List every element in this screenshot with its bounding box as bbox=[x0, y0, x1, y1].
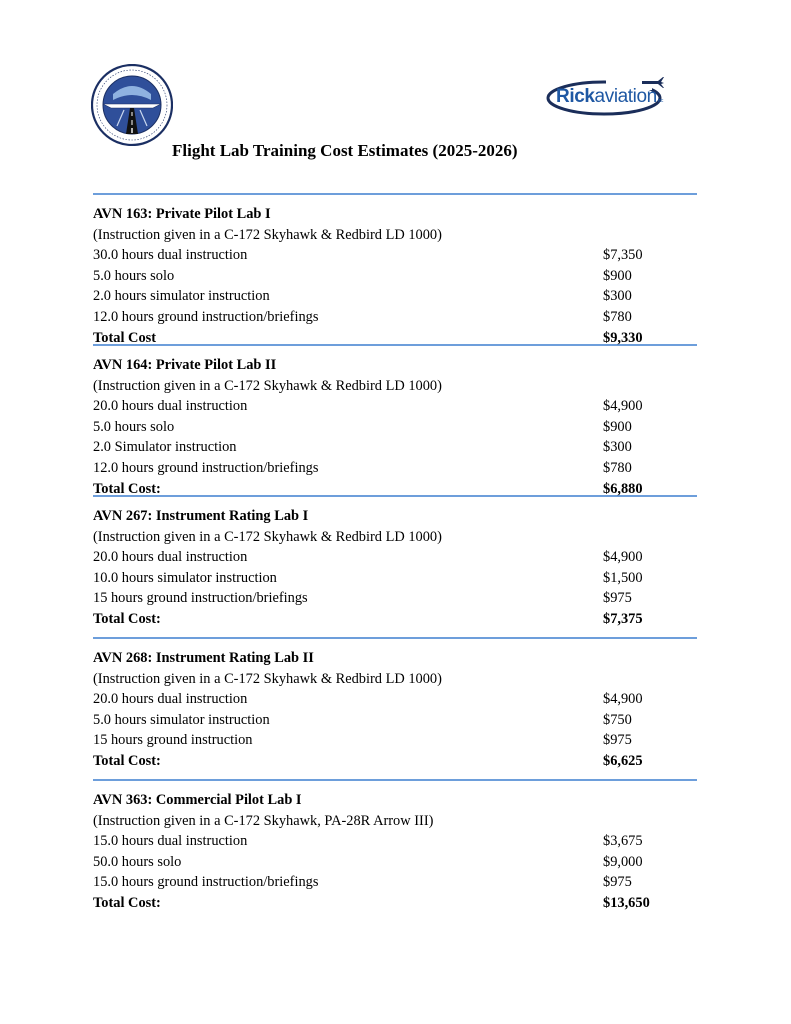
total-cost-row bbox=[93, 609, 697, 630]
logo-suffix: inc bbox=[657, 98, 664, 104]
line-item-description: 15.0 hours ground instruction/briefings bbox=[93, 874, 319, 891]
logo-brand: Rick bbox=[556, 86, 595, 107]
line-item-description: 2.0 Simulator instruction bbox=[93, 439, 237, 456]
course-section-avn268 bbox=[93, 637, 697, 779]
total-cost-label: Total Cost: bbox=[93, 894, 161, 911]
course-title: AVN 163: Private Pilot Lab I bbox=[93, 206, 271, 222]
total-cost-label: Total Cost: bbox=[93, 610, 161, 627]
cost-line-item bbox=[93, 286, 697, 307]
total-cost-value: $6,880 bbox=[603, 480, 643, 497]
cost-line-item bbox=[93, 458, 697, 479]
cost-line-item bbox=[93, 266, 697, 287]
line-item-description: 20.0 hours dual instruction bbox=[93, 398, 248, 415]
line-item-description: 2.0 hours simulator instruction bbox=[93, 288, 270, 305]
cost-line-item bbox=[93, 307, 697, 328]
line-item-amount: $900 bbox=[603, 267, 632, 284]
line-item-amount: $4,900 bbox=[603, 691, 643, 708]
line-item-amount: $900 bbox=[603, 418, 632, 435]
line-item-amount: $780 bbox=[603, 308, 632, 325]
total-cost-value: $9,330 bbox=[603, 329, 643, 346]
page-title: Flight Lab Training Cost Estimates (2025-2026) bbox=[172, 141, 518, 160]
total-cost-value: $6,625 bbox=[603, 752, 643, 769]
course-aircraft-note: (Instruction given in a C-172 Skyhawk & Redbird LD 1000) bbox=[93, 226, 442, 243]
line-item-amount: $9,000 bbox=[603, 853, 643, 870]
cost-line-item bbox=[93, 437, 697, 458]
course-title: AVN 363: Commercial Pilot Lab I bbox=[93, 792, 302, 808]
line-item-description: 5.0 hours solo bbox=[93, 418, 175, 435]
line-item-amount: $300 bbox=[603, 288, 632, 305]
course-title: AVN 268: Instrument Rating Lab II bbox=[93, 650, 314, 666]
total-cost-row bbox=[93, 893, 697, 914]
cost-line-item bbox=[93, 872, 697, 893]
total-cost-label: Total Cost bbox=[93, 329, 157, 346]
line-item-description: 30.0 hours dual instruction bbox=[93, 247, 248, 264]
line-item-description: 12.0 hours ground instruction/briefings bbox=[93, 308, 319, 325]
aviation-seal-icon bbox=[91, 64, 173, 146]
line-item-amount: $3,675 bbox=[603, 833, 643, 850]
line-item-amount: $750 bbox=[603, 711, 632, 728]
line-item-amount: $300 bbox=[603, 439, 632, 456]
line-item-description: 15.0 hours dual instruction bbox=[93, 833, 248, 850]
line-item-amount: $4,900 bbox=[603, 549, 643, 566]
course-section-avn363 bbox=[93, 779, 697, 921]
total-cost-label: Total Cost: bbox=[93, 480, 161, 497]
total-cost-row bbox=[93, 751, 697, 772]
course-title: AVN 164: Private Pilot Lab II bbox=[93, 357, 277, 373]
line-item-description: 5.0 hours simulator instruction bbox=[93, 711, 270, 728]
line-item-amount: $1,500 bbox=[603, 569, 643, 586]
line-item-description: 50.0 hours solo bbox=[93, 853, 182, 870]
total-cost-label: Total Cost: bbox=[93, 752, 161, 769]
course-section-avn164 bbox=[93, 344, 697, 495]
line-item-amount: $7,350 bbox=[603, 247, 643, 264]
line-item-amount: $975 bbox=[603, 732, 632, 749]
course-aircraft-note: (Instruction given in a C-172 Skyhawk & Redbird LD 1000) bbox=[93, 377, 442, 394]
line-item-description: 5.0 hours solo bbox=[93, 267, 175, 284]
total-cost-value: $7,375 bbox=[603, 610, 643, 627]
cost-line-item bbox=[93, 396, 697, 417]
line-item-description: 12.0 hours ground instruction/briefings bbox=[93, 459, 319, 476]
line-item-amount: $975 bbox=[603, 590, 632, 607]
total-cost-row bbox=[93, 479, 697, 500]
line-item-description: 20.0 hours dual instruction bbox=[93, 549, 248, 566]
cost-line-item bbox=[93, 245, 697, 266]
cost-line-item bbox=[93, 710, 697, 731]
course-aircraft-note: (Instruction given in a C-172 Skyhawk & Redbird LD 1000) bbox=[93, 528, 442, 545]
rickaviation-logo bbox=[546, 72, 671, 120]
course-section-avn267 bbox=[93, 495, 697, 637]
line-item-description: 15 hours ground instruction/briefings bbox=[93, 590, 308, 607]
cost-line-item bbox=[93, 547, 697, 568]
course-aircraft-note: (Instruction given in a C-172 Skyhawk, PA-28R Arrow III) bbox=[93, 812, 434, 829]
line-item-description: 20.0 hours dual instruction bbox=[93, 691, 248, 708]
logo-rest: aviation bbox=[594, 86, 657, 107]
course-section-avn163 bbox=[93, 193, 697, 344]
cost-line-item bbox=[93, 417, 697, 438]
line-item-description: 15 hours ground instruction bbox=[93, 732, 253, 749]
cost-line-item bbox=[93, 689, 697, 710]
line-item-amount: $780 bbox=[603, 459, 632, 476]
course-list bbox=[93, 193, 697, 921]
cost-line-item bbox=[93, 730, 697, 751]
cost-line-item bbox=[93, 852, 697, 873]
total-cost-row bbox=[93, 328, 697, 349]
course-aircraft-note: (Instruction given in a C-172 Skyhawk & Redbird LD 1000) bbox=[93, 670, 442, 687]
line-item-description: 10.0 hours simulator instruction bbox=[93, 569, 277, 586]
cost-line-item bbox=[93, 588, 697, 609]
cost-line-item bbox=[93, 831, 697, 852]
course-title: AVN 267: Instrument Rating Lab I bbox=[93, 508, 309, 524]
line-item-amount: $975 bbox=[603, 874, 632, 891]
total-cost-value: $13,650 bbox=[603, 894, 650, 911]
cost-line-item bbox=[93, 568, 697, 589]
line-item-amount: $4,900 bbox=[603, 398, 643, 415]
